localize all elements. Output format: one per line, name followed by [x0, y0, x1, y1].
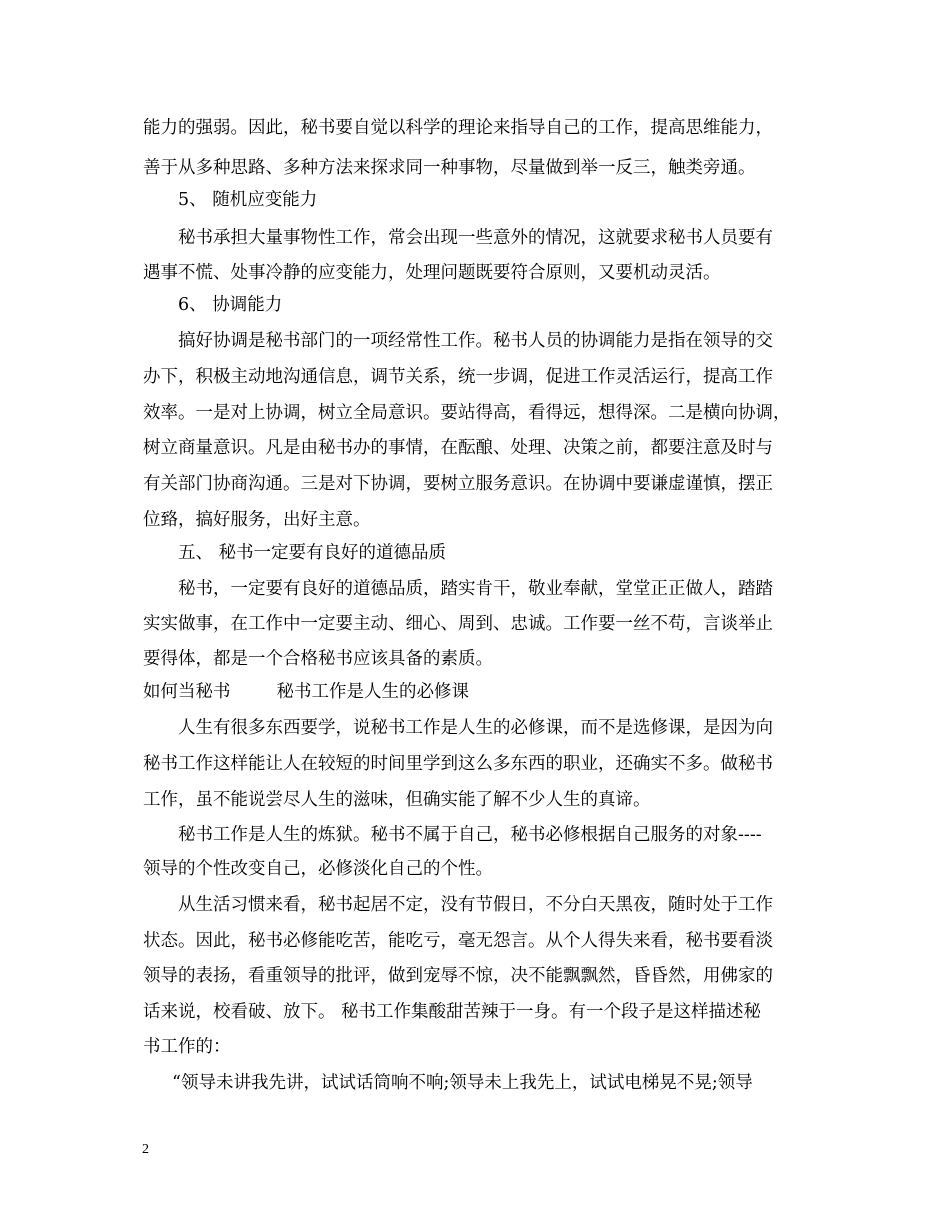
article-title-left: 如何当秘书 [143, 682, 231, 702]
body-line: “领导未讲我先讲，试试话筒响不响;领导未上我先上，试试电梯晃不晃;领导 [172, 1073, 753, 1093]
body-line: 状态。因此，秘书必修能吃苦，能吃亏，毫无怨言。从个人得失来看，秘书要看淡 [143, 931, 773, 951]
body-line: 能力的强弱。因此，秘书要自觉以科学的理论来指导自己的工作，提高思维能力， [143, 118, 773, 138]
body-line: 搞好协调是秘书部门的一项经常性工作。秘书人员的协调能力是指在领导的交 [178, 331, 773, 351]
body-line: 秘书工作是人生的炼狱。秘书不属于自己，秘书必修根据自己服务的对象---- [178, 825, 762, 845]
section-heading: 6、 协调能力 [178, 295, 283, 315]
body-line: 位臵，搞好服务，出好主意。 [143, 510, 371, 530]
body-line: 书工作的： [143, 1037, 231, 1057]
body-line: 实实做事，在工作中一定要主动、细心、周到、忠诚。工作要一丝不苟，言谈举止 [143, 614, 773, 634]
body-line: 树立商量意识。凡是由秘书办的事情，在酝酿、处理、决策之前，都要注意及时与 [143, 438, 773, 458]
body-line: 要得体，都是一个合格秘书应该具备的素质。 [143, 649, 493, 669]
body-line: 人生有很多东西要学，说秘书工作是人生的必修课，而不是选修课，是因为向 [178, 718, 773, 738]
body-line: 秘书工作这样能让人在较短的时间里学到这么多东西的职业，还确实不多。做秘书 [143, 754, 773, 774]
body-line: 工作，虽不能说尝尽人生的滋味，但确实能了解不少人生的真谛。 [143, 790, 651, 810]
article-title [143, 677, 469, 707]
section-heading: 五、 秘书一定要有良好的道德品质 [178, 543, 447, 563]
body-line: 话来说，校看破、放下。 秘书工作集酸甜苦辣于一身。有一个段子是这样描述秘 [143, 1002, 762, 1022]
section-heading: 5、 随机应变能力 [178, 190, 318, 210]
article-title-right: 秘书工作是人生的必修课 [276, 682, 469, 702]
body-line: 领导的表扬，看重领导的批评，做到宠辱不惊，决不能飘飘然，昏昏然，用佛家的 [143, 966, 773, 986]
page-number: 2 [142, 1142, 149, 1157]
body-line: 办下，积极主动地沟通信息，调节关系，统一步调，促进工作灵活运行，提高工作 [143, 367, 773, 387]
body-line: 效率。一是对上协调，树立全局意识。要站得高，看得远，想得深。二是横向协调， [143, 403, 791, 423]
body-line: 从生活习惯来看，秘书起居不定，没有节假日，不分白天黑夜，随时处于工作 [178, 895, 773, 915]
body-line: 善于从多种思路、多种方法来探求同一种事物，尽量做到举一反三，触类旁通。 [143, 158, 756, 178]
body-line: 秘书，一定要有良好的道德品质，踏实肯干，敬业奉献，堂堂正正做人，踏踏 [178, 579, 773, 599]
body-line: 秘书承担大量事物性工作，常会出现一些意外的情况，这就要求秘书人员要有 [178, 228, 773, 248]
body-line: 有关部门协商沟通。三是对下协调，要树立服务意识。在协调中要谦虚谨慎，摆正 [143, 474, 773, 494]
body-line: 领导的个性改变自己，必修淡化自己的个性。 [143, 859, 493, 879]
body-line: 遇事不慌、处事冷静的应变能力，处理问题既要符合原则，又要机动灵活。 [143, 263, 721, 283]
